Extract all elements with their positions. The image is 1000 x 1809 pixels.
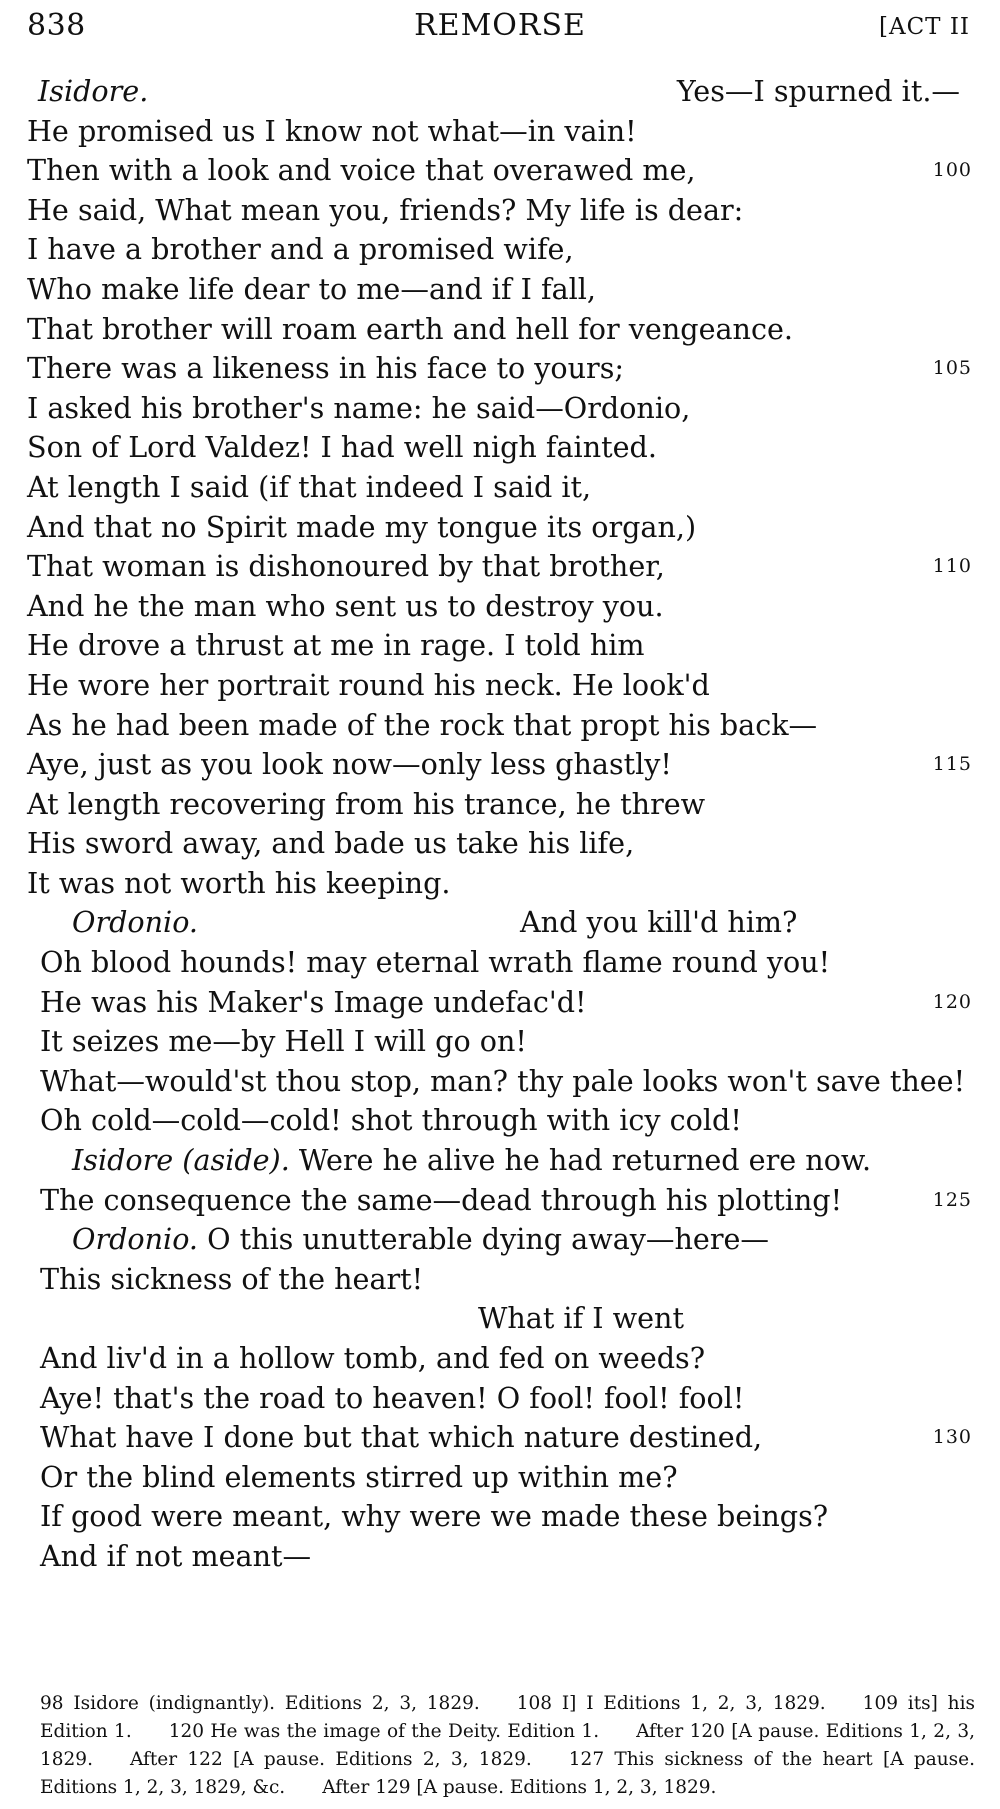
verse-text: And liv'd in a hollow tomb, and fed on weeds? (40, 1341, 706, 1375)
verse-text: At length recovering from his trance, he threw (27, 786, 706, 821)
verse-text: I asked his brother's name: he said—Ordonio, (27, 390, 691, 425)
verse-text: What have I done but that which nature destined, (40, 1420, 763, 1455)
verse-text: Oh blood hounds! may eternal wrath flame round you! (40, 945, 831, 980)
verse-text: There was a likeness in his face to yours; (27, 351, 625, 386)
line-number: 125 (932, 1188, 972, 1211)
verse-line (0, 706, 1000, 746)
line-number: 115 (932, 753, 972, 776)
verse-line (0, 864, 1000, 904)
verse-half-line: What if I went (478, 1301, 684, 1336)
footnote-entry: After 120 [A pause. Editions 1, 2, 3, 1829. (40, 1721, 975, 1770)
line-number: 120 (932, 990, 972, 1013)
verse-text: He said, What mean you, friends? My life is dear: (27, 192, 744, 227)
verse-line (0, 547, 1000, 587)
verse-text: That brother will roam earth and hell for vengeance. (27, 311, 793, 346)
verse-text: What—would'st thou stop, man? thy pale looks won't save thee! (40, 1063, 966, 1098)
verse-text: He was his Maker's Image undefac'd! (40, 984, 587, 1019)
verse-line (0, 389, 1000, 429)
verse-text: O this unutterable dying away—here— (207, 1222, 770, 1257)
verse-text: Aye, just as you look now—only less ghastly! (27, 747, 672, 782)
verse-line (0, 943, 1000, 983)
verse-line (0, 1418, 1000, 1458)
verse-text: Aye! that's the road to heaven! O fool! fool! fool! (40, 1380, 745, 1415)
footnote-entry: 109 its] his Edition 1. (40, 1693, 975, 1742)
verse-line (0, 626, 1000, 666)
verse-line (0, 1260, 1000, 1300)
verse-text: Who make life dear to me—and if I fall, (27, 271, 597, 306)
speaker-name: Isidore. (38, 74, 149, 108)
verse-line (0, 1141, 1000, 1181)
verse-line (0, 1220, 1000, 1260)
verse-line (0, 230, 1000, 270)
verse-text: Oh cold—cold—cold! shot through with icy cold! (40, 1103, 742, 1138)
page-header (0, 8, 1000, 48)
verse-line (0, 983, 1000, 1023)
verse-line (0, 1181, 1000, 1221)
footnote-entry: After 129 [A pause. Editions 1, 2, 3, 1829. (322, 1777, 717, 1798)
verse-line (0, 1339, 1000, 1379)
verse-line (0, 587, 1000, 627)
verse-text: It seizes me—by Hell I will go on! (40, 1024, 527, 1059)
verse-half-line: And you kill'd him? (520, 905, 798, 940)
verse-line (0, 508, 1000, 548)
verse-text: That woman is dishonoured by that brother, (27, 549, 665, 584)
verse-line (0, 785, 1000, 825)
verse-line (0, 1299, 1000, 1339)
verse-line (0, 428, 1000, 468)
verse-line (0, 824, 1000, 864)
verse-text: It was not worth his keeping. (27, 865, 451, 900)
verse-line (0, 310, 1000, 350)
line-number: 110 (932, 555, 972, 578)
verse-line (0, 191, 1000, 231)
verse-line (0, 1062, 1000, 1102)
verse-line (0, 1101, 1000, 1141)
verse-text: And that no Spirit made my tongue its organ,) (27, 509, 697, 544)
verse-body (0, 72, 1000, 1577)
verse-line (0, 1379, 1000, 1419)
verse-text: He drove a thrust at me in rage. I told him (27, 628, 645, 663)
verse-text: Or the blind elements stirred up within me? (40, 1459, 678, 1494)
verse-text: As he had been made of the rock that propt his back— (27, 707, 818, 742)
verse-text: Then with a look and voice that overawed me, (27, 153, 696, 188)
verse-line (0, 1537, 1000, 1577)
verse-text: This sickness of the heart! (40, 1261, 424, 1296)
verse-text: Were he alive he had returned ere now. (298, 1143, 872, 1178)
footnotes (40, 1690, 975, 1802)
verse-text: At length I said (if that indeed I said it, (27, 469, 592, 504)
footnote-entry: 98 Isidore (indignantly). Editions 2, 3, 1829. (40, 1693, 480, 1714)
verse-text: I have a brother and a promised wife, (27, 232, 574, 267)
verse-text: He wore her portrait round his neck. He look'd (27, 667, 710, 702)
verse-text: And he the man who sent us to destroy you. (27, 588, 664, 623)
footnote-entry: 127 This sickness of the heart [A pause. Editions 1, 2, 3, 1829, &c. (40, 1749, 975, 1798)
verse-line (0, 468, 1000, 508)
speaker-name: Ordonio. (72, 905, 198, 940)
verse-line (0, 112, 1000, 152)
speaker-name: Isidore (aside). (72, 1143, 290, 1178)
verse-line (0, 1458, 1000, 1498)
footnote-entry: 120 He was the image of the Deity. Edition 1. (168, 1721, 600, 1742)
page-number: 838 (27, 8, 86, 43)
footnote-entry: After 122 [A pause. Editions 2, 3, 1829. (129, 1749, 532, 1770)
verse-text: The consequence the same—dead through his plotting! (40, 1182, 843, 1217)
verse-line (0, 72, 1000, 112)
act-indicator: [ACT II (878, 14, 970, 40)
running-title: REMORSE (414, 8, 586, 43)
verse-line (0, 1497, 1000, 1537)
verse-text: If good were meant, why were we made these beings? (40, 1499, 829, 1534)
line-number: 105 (932, 357, 972, 380)
verse-half-line: Yes—I spurned it.— (676, 74, 960, 108)
verse-line (0, 666, 1000, 706)
verse-text: And if not meant— (40, 1538, 312, 1573)
verse-text: He promised us I know not what—in vain! (27, 113, 637, 148)
speaker-name: Ordonio. (72, 1222, 198, 1257)
verse-line (0, 349, 1000, 389)
verse-line (0, 903, 1000, 943)
footnote-entry: 108 I] I Editions 1, 2, 3, 1829. (516, 1693, 826, 1714)
verse-line (0, 270, 1000, 310)
line-number: 100 (932, 159, 972, 182)
verse-line (0, 1022, 1000, 1062)
verse-line (0, 151, 1000, 191)
verse-line (0, 745, 1000, 785)
verse-text: His sword away, and bade us take his life, (27, 826, 635, 861)
line-number: 130 (932, 1426, 972, 1449)
verse-text: Son of Lord Valdez! I had well nigh fainted. (27, 430, 657, 465)
